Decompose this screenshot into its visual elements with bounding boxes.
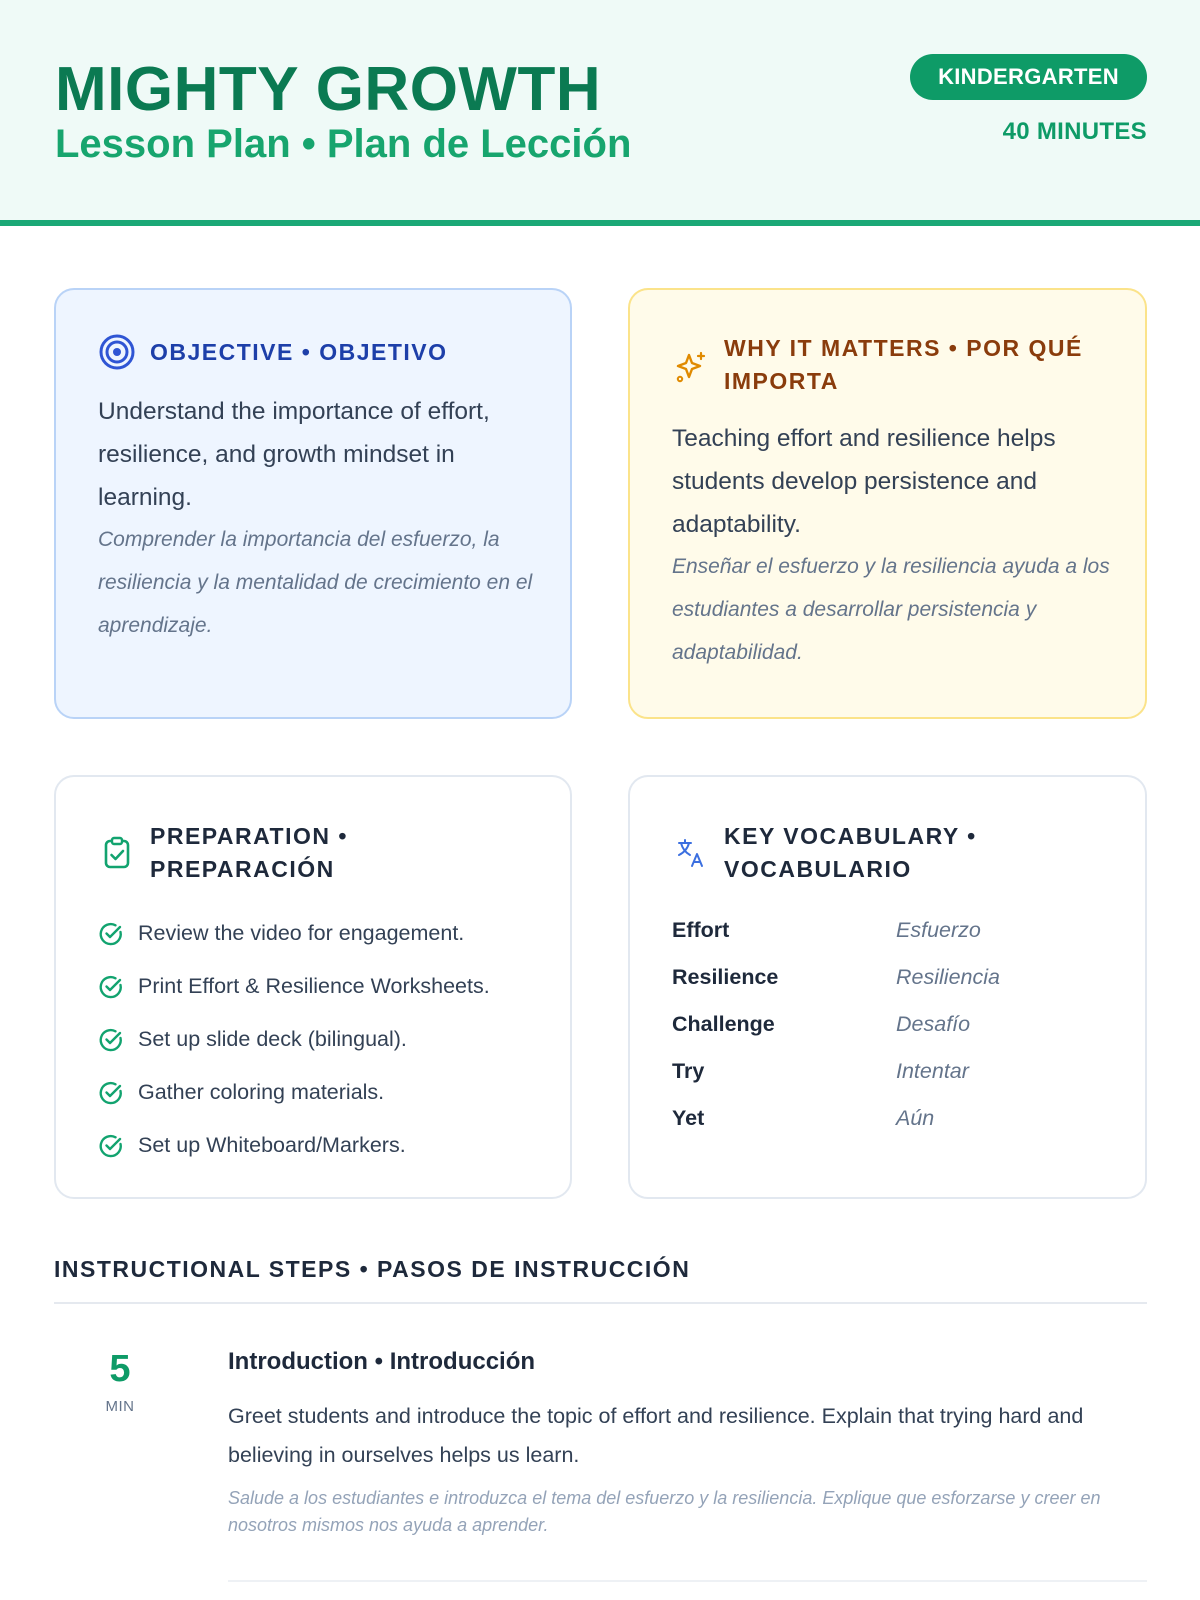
- list-item: [98, 1066, 490, 1119]
- preparation-list: [98, 907, 490, 1172]
- list-item: [98, 907, 490, 960]
- why-label: WHY IT MATTERS • POR QUÉ IMPORTA: [724, 335, 1083, 394]
- list-item: [98, 1013, 490, 1066]
- preparation-item-text: Set up slide deck (bilingual).: [138, 1027, 407, 1051]
- header: [0, 0, 1200, 226]
- vocabulary-row: [672, 907, 1000, 954]
- preparation-item-text: Set up Whiteboard/Markers.: [138, 1133, 406, 1157]
- sparkles-icon: [672, 348, 710, 386]
- vocabulary-term-es: Resiliencia: [896, 965, 1000, 989]
- preparation-label: PREPARATION • PREPARACIÓN: [150, 823, 348, 882]
- step-text-es: Salude a los estudiantes e introduzca el tema del esfuerzo y la resiliencia. Explique que esforzarse y creer en nosotros mismos nos ayuda a aprender.: [228, 1488, 1101, 1535]
- check-circle-icon: [98, 974, 124, 1000]
- preparation-item-text: Review the video for engagement.: [138, 921, 465, 945]
- preparation-header: [98, 820, 518, 886]
- vocabulary-term-en: Try: [672, 1059, 705, 1083]
- vocabulary-term-en: Resilience: [672, 965, 779, 989]
- preparation-item-text: Print Effort & Resilience Worksheets.: [138, 974, 490, 998]
- step-text-en: Greet students and introduce the topic of effort and resilience. Explain that trying hard and believing in ourselves helps us learn.: [228, 1404, 1084, 1467]
- vocabulary-label: KEY VOCABULARY • VOCABULARIO: [724, 823, 977, 882]
- check-circle-icon: [98, 1080, 124, 1106]
- why-header: [672, 332, 1112, 398]
- check-circle-icon: [98, 1133, 124, 1159]
- page-subtitle: Lesson Plan • Plan de Lección: [55, 122, 632, 166]
- preparation-item-text: Gather coloring materials.: [138, 1080, 385, 1104]
- step-divider: [228, 1580, 1147, 1582]
- objective-header: [98, 333, 448, 371]
- preparation-card: [54, 775, 572, 1199]
- why-card: [628, 288, 1147, 719]
- section-divider: [54, 1302, 1147, 1304]
- objective-text-es: Comprender la importancia del esfuerzo, la resiliencia y la mentalidad de crecimiento en el aprendizaje.: [98, 528, 533, 637]
- vocabulary-term-en: Yet: [672, 1106, 705, 1130]
- objective-card: [54, 288, 572, 719]
- check-circle-icon: [98, 921, 124, 947]
- steps-section-title: INSTRUCTIONAL STEPS • PASOS DE INSTRUCCIÓN: [54, 1256, 691, 1282]
- vocabulary-row: [672, 1048, 1000, 1095]
- step-title: Introduction • Introducción: [228, 1348, 536, 1375]
- page-title: MIGHTY GROWTH: [55, 55, 602, 124]
- check-circle-icon: [98, 1027, 124, 1053]
- vocabulary-table: [672, 907, 1000, 1142]
- translate-icon: [672, 834, 710, 872]
- step-minutes: 5: [109, 1348, 131, 1390]
- clipboard-check-icon: [98, 834, 136, 872]
- target-icon: [98, 333, 136, 371]
- list-item: [98, 960, 490, 1013]
- grade-badge: KINDERGARTEN: [910, 54, 1147, 100]
- vocabulary-card: [628, 775, 1147, 1199]
- objective-text-en: Understand the importance of effort, resilience, and growth mindset in learning.: [98, 398, 490, 511]
- vocabulary-header: [672, 820, 1112, 886]
- vocabulary-term-es: Intentar: [896, 1059, 969, 1083]
- duration-label: 40 MINUTES: [1002, 118, 1147, 145]
- vocabulary-row: [672, 1095, 1000, 1142]
- why-text-es: Enseñar el esfuerzo y la resiliencia ayuda a los estudiantes a desarrollar persistencia y adaptabilidad.: [672, 555, 1110, 664]
- vocabulary-term-es: Desafío: [896, 1012, 971, 1036]
- vocabulary-term-en: Effort: [672, 918, 730, 942]
- list-item: [98, 1119, 490, 1172]
- vocabulary-row: [672, 1001, 1000, 1048]
- step-minutes-unit: MIN: [105, 1398, 135, 1415]
- vocabulary-row: [672, 954, 1000, 1001]
- vocabulary-term-en: Challenge: [672, 1012, 775, 1036]
- why-text-en: Teaching effort and resilience helps students develop persistence and adaptability.: [672, 425, 1056, 538]
- vocabulary-term-es: Esfuerzo: [896, 918, 981, 942]
- vocabulary-term-es: Aún: [896, 1106, 935, 1130]
- objective-label: OBJECTIVE • OBJETIVO: [150, 338, 448, 365]
